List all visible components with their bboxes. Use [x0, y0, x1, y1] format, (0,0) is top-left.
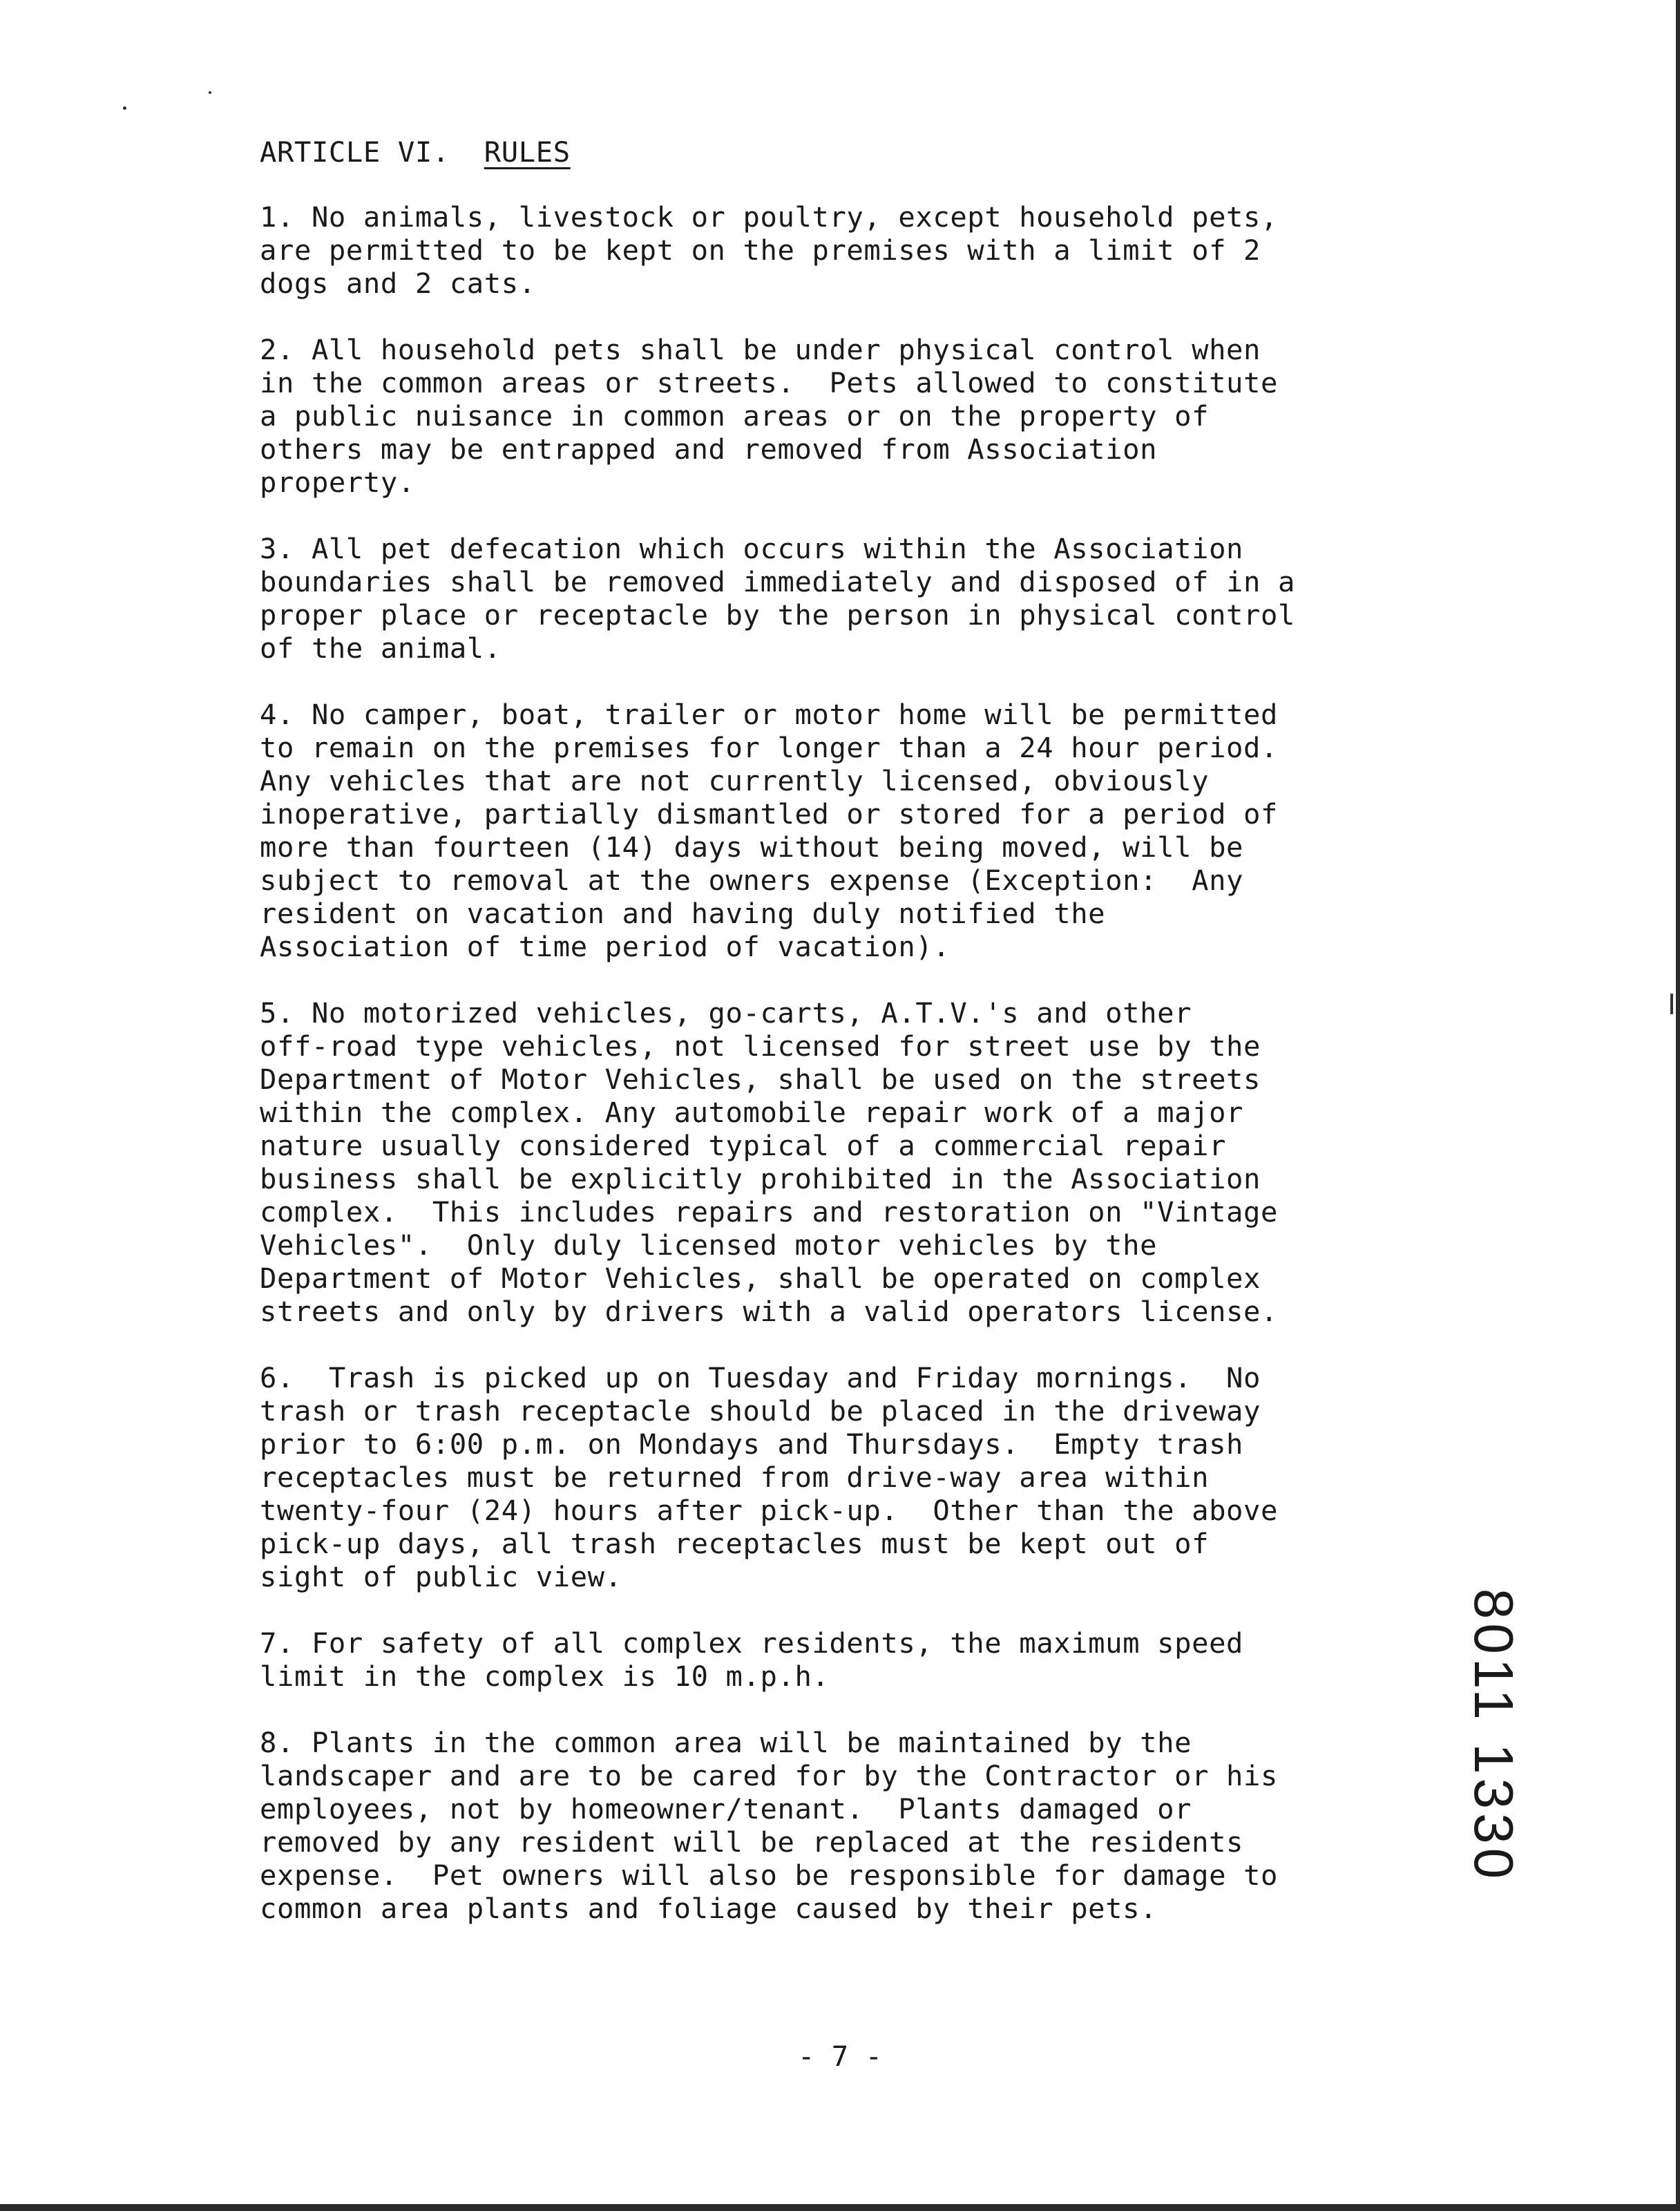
- article-label: ARTICLE VI.: [260, 135, 450, 169]
- rule-line: Any vehicles that are not currently licensed, obviously: [260, 764, 1210, 797]
- rule-line: 7. For safety of all complex residents, the maximum speed: [260, 1626, 1244, 1660]
- rule-line: others may be entrapped and removed from Association: [260, 433, 1158, 466]
- rule-line: inoperative, partially dismantled or stored for a period of: [260, 797, 1278, 831]
- scan-speck: [1670, 994, 1673, 1014]
- scan-speck: [209, 91, 211, 94]
- rule-2: [260, 333, 1448, 499]
- rule-line: Department of Motor Vehicles, shall be operated on complex: [260, 1262, 1261, 1295]
- rule-line: limit in the complex is 10 m.p.h.: [260, 1660, 830, 1693]
- rule-line: boundaries shall be removed immediately and disposed of in a: [260, 565, 1295, 598]
- rule-line: landscaper and are to be cared for by the Contractor or his: [260, 1759, 1278, 1792]
- rule-line: Vehicles". Only duly licensed motor vehicles by the: [260, 1228, 1158, 1262]
- rule-line: dogs and 2 cats.: [260, 267, 536, 300]
- rule-8: [260, 1726, 1448, 1925]
- rule-line: employees, not by homeowner/tenant. Plants damaged or: [260, 1792, 1192, 1825]
- rule-line: receptacles must be returned from drive-way area within: [260, 1461, 1210, 1494]
- rule-line: 4. No camper, boat, trailer or motor home will be permitted: [260, 698, 1278, 731]
- rule-line: prior to 6:00 p.m. on Mondays and Thursdays. Empty trash: [260, 1427, 1244, 1461]
- page-number: - 7 -: [798, 2040, 882, 2073]
- rule-line: 5. No motorized vehicles, go-carts, A.T.V.'s and other: [260, 996, 1192, 1029]
- rule-1: [260, 200, 1448, 300]
- rule-line: 2. All household pets shall be under physical control when: [260, 333, 1261, 366]
- rule-line: a public nuisance in common areas or on the property of: [260, 399, 1210, 433]
- rule-3: [260, 532, 1448, 665]
- rule-line: pick-up days, all trash receptacles must be kept out of: [260, 1527, 1210, 1560]
- scan-speck: [123, 106, 126, 110]
- rule-line: are permitted to be kept on the premises with a limit of 2: [260, 234, 1261, 267]
- rule-7: [260, 1626, 1448, 1693]
- rule-line: more than fourteen (14) days without being moved, will be: [260, 831, 1244, 864]
- rule-line: Department of Motor Vehicles, shall be used on the streets: [260, 1063, 1261, 1096]
- rule-line: removed by any resident will be replaced at the residents: [260, 1825, 1244, 1859]
- article-heading: [260, 135, 1448, 169]
- rule-line: common area plants and foliage caused by their pets.: [260, 1892, 1158, 1925]
- rule-5: [260, 996, 1448, 1328]
- rule-line: sight of public view.: [260, 1560, 622, 1593]
- rule-line: proper place or receptacle by the person in physical control: [260, 598, 1295, 632]
- rule-line: of the animal.: [260, 632, 502, 665]
- rule-line: off-road type vehicles, not licensed for street use by the: [260, 1029, 1261, 1063]
- rule-line: trash or trash receptacle should be placed in the driveway: [260, 1394, 1261, 1427]
- rule-line: 6. Trash is picked up on Tuesday and Friday mornings. No: [260, 1361, 1261, 1394]
- rule-line: 8. Plants in the common area will be maintained by the: [260, 1726, 1192, 1759]
- rule-line: in the common areas or streets. Pets allowed to constitute: [260, 366, 1278, 399]
- rule-line: streets and only by drivers with a valid operators license.: [260, 1295, 1278, 1328]
- document-body: [260, 135, 1448, 1958]
- rule-line: complex. This includes repairs and restoration on "Vintage: [260, 1195, 1278, 1228]
- rule-line: expense. Pet owners will also be responsible for damage to: [260, 1859, 1278, 1892]
- rule-line: 3. All pet defecation which occurs within the Association: [260, 532, 1244, 565]
- rule-4: [260, 698, 1448, 963]
- rule-line: 1. No animals, livestock or poultry, except household pets,: [260, 200, 1278, 234]
- rule-line: twenty-four (24) hours after pick-up. Other than the above: [260, 1494, 1278, 1527]
- rule-line: within the complex. Any automobile repair work of a major: [260, 1096, 1244, 1129]
- document-id-text: 8011 1330: [1463, 1588, 1525, 1883]
- rule-line: to remain on the premises for longer than a 24 hour period.: [260, 731, 1278, 764]
- rule-line: resident on vacation and having duly notified the: [260, 897, 1106, 930]
- rule-6: [260, 1361, 1448, 1593]
- rule-line: property.: [260, 466, 415, 499]
- rule-line: business shall be explicitly prohibited in the Association: [260, 1162, 1261, 1195]
- rule-line: Association of time period of vacation).: [260, 930, 951, 963]
- document-id-number: [1459, 1588, 1528, 1883]
- rule-line: nature usually considered typical of a commercial repair: [260, 1129, 1227, 1162]
- rule-line: subject to removal at the owners expense (Exception: Any: [260, 864, 1244, 897]
- article-title: RULES: [484, 135, 571, 169]
